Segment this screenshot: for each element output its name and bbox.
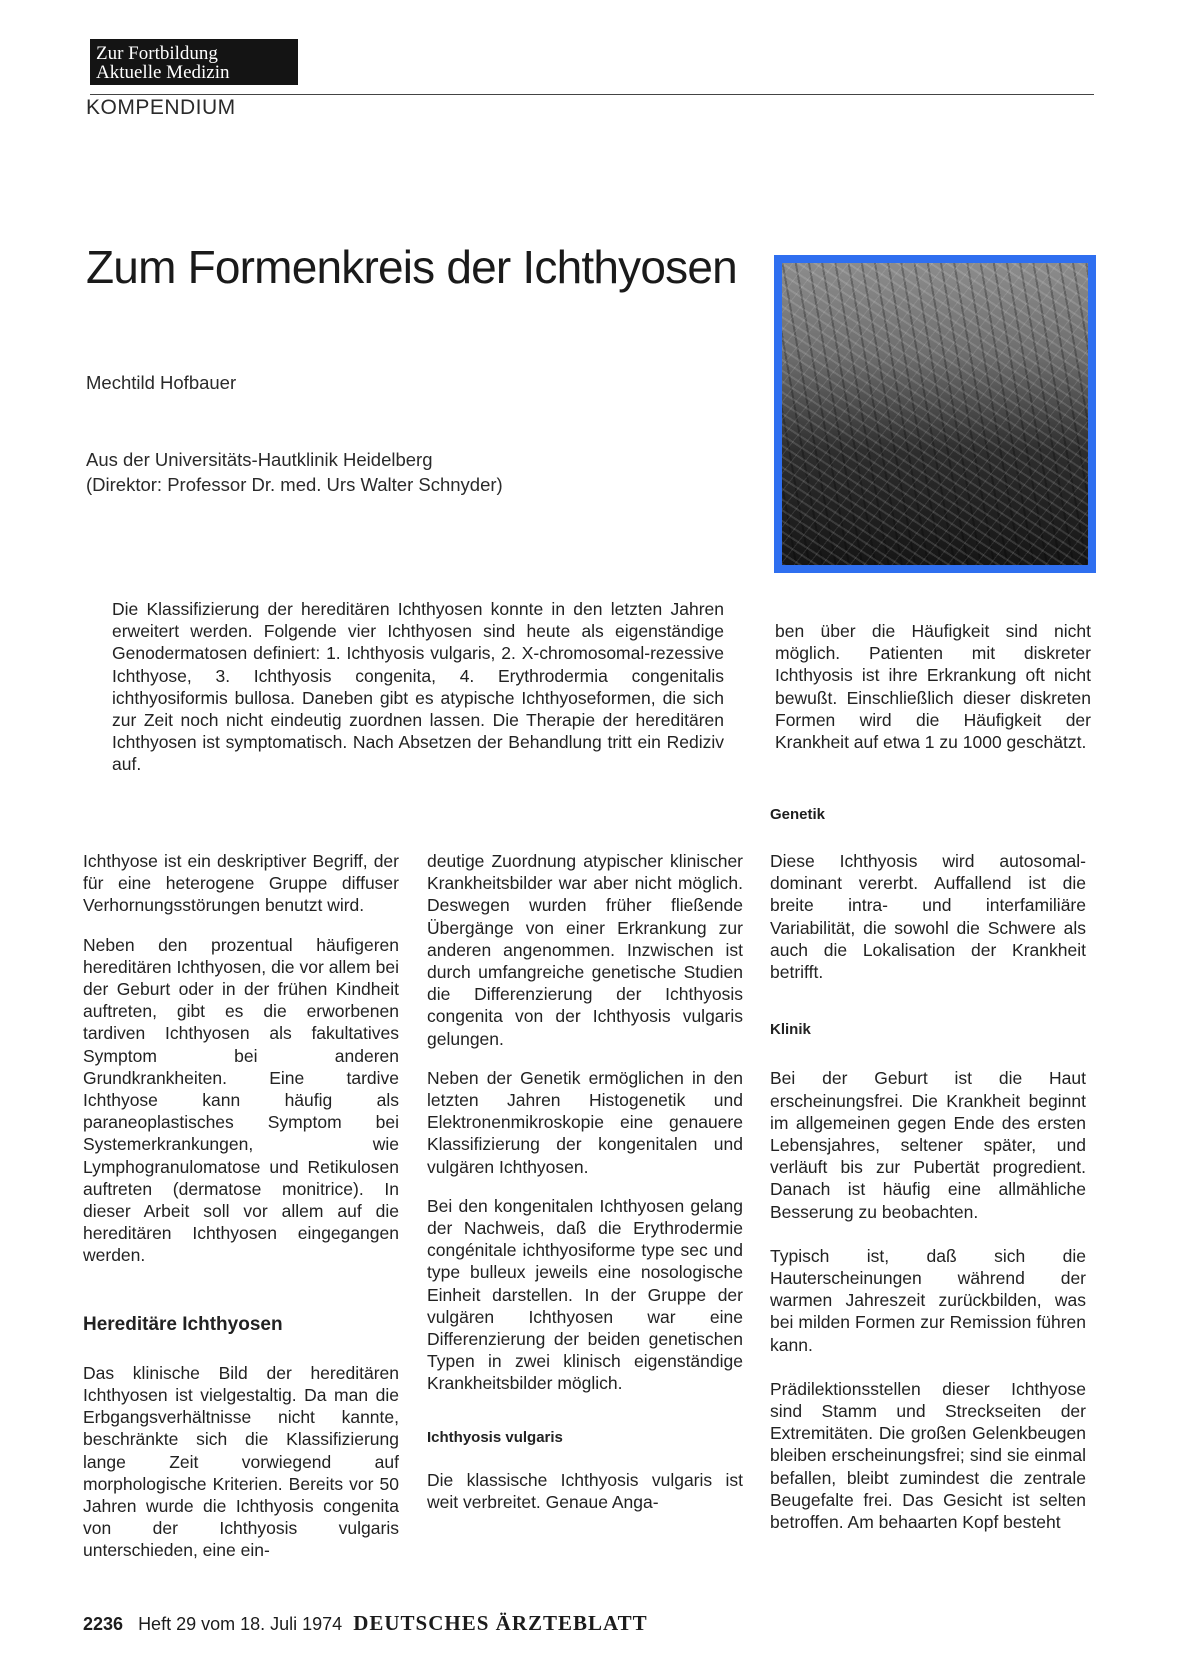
cover-image-frame [774,255,1096,573]
paragraph: Bei der Geburt ist die Haut erscheinungsfrei. Die Krankheit beginnt im allgemeinen gegen Ende des ersten Lebensjahres, seltener später, und verläuft bis zur Pubertät progredient. Danach ist häufig eine allmähliche Besserung zu beobachten. [770,1068,1086,1222]
paragraph: deutige Zuordnung atypischer klinischer Krankheitsbilder war aber nicht möglich. Deswegen wurden früher fließende Übergänge von einer Erkrankung zur anderen angenommen. Inzwischen ist durch umfangreiche genetische Studien die Differenzierung der Ichthyosis congenita von der Ichthyosis vulgaris gelungen. [427,851,743,1049]
column-right [770,850,1086,1550]
issue-info: Heft 29 vom 18. Juli 1974 [138,1614,343,1634]
rubric-line-2: Aktuelle Medizin [96,62,230,83]
rubric-line-1: Zur Fortbildung [96,43,218,64]
paragraph: Diese Ichthyosis wird autosomal-dominant vererbt. Auffallend ist die breite intra- und interfamiliäre Variabilität, die sowohl die Schwere als auch die Lokalisation der Krankheit betrifft. [770,851,1086,983]
section-heading-ichthyosis-vulgaris: Ichthyosis vulgaris [427,1428,563,1446]
abstract-text: Die Klassifizierung der hereditären Ichthyosen konnte in den letzten Jahren erweitert werden. Folgende vier Ichthyosen sind heute als eigenständige Genodermatosen definiert: 1. Ichthyosis vulgaris, 2. X-chromosomal-rezessive Ichthyose, 3. Ichthyosis congenita, 4. Erythrodermia congenitalis ichthyosiformis bullosa. Daneben gibt es atypische Ichthyoseformen, die sich zur Zeit noch nicht eindeutig zuordnen lassen. Die Therapie der hereditären Ichthyosen ist symptomatisch. Nach Absetzen der Behandlung tritt ein Rediziv auf. [112,599,724,775]
section-heading-hereditaere-ichthyosen: Hereditäre Ichthyosen [83,1313,283,1335]
article-title: Zum Formenkreis der Ichthyosen [86,241,737,293]
affiliation-line-2: (Direktor: Professor Dr. med. Urs Walter Schnyder) [86,474,503,495]
article-affiliation [86,447,503,497]
rubric-box [90,39,298,85]
paragraph: Bei den kongenitalen Ichthyosen gelang der Nachweis, daß die Erythrodermie congénitale ichthyosiforme type sec und type bulleux jeweils eine nosologische Einheit darstellen. In der Gruppe der vulgären Ichthyosen war eine Differenzierung der beiden genetischen Typen in zwei klinisch eigenständige Krankheitsbilder möglich. [427,1195,743,1394]
paragraph: Die klassische Ichthyosis vulgaris ist weit verbreitet. Genaue Anga- [427,1469,743,1513]
paragraph: Ichthyose ist ein deskriptiver Begriff, der für eine heterogene Gruppe diffuser Verhornungsstörungen benutzt wird. [83,851,399,916]
paragraph: Neben der Genetik ermöglichen in den letzten Jahren Histogenetik und Elektronenmikroskopie eine genauere Klassifizierung der kongenitalen und vulgären Ichthyosen. [427,1067,743,1177]
header-rule [90,94,1094,95]
affiliation-line-1: Aus der Universitäts-Hautklinik Heidelberg [86,449,433,470]
paragraph: Neben den prozentual häufigeren hereditären Ichthyosen, die vor allem bei der Geburt oder in der frühen Kindheit auftreten, gibt es die erworbenen tardiven Ichthyosen als fakultatives Symptom bei anderen Grundkrankheiten. Eine tardive Ichthyose kann häufig als paraneoplastisches Symptom bei Systemerkrankungen, wie Lymphogranulomatose und Retikulosen auftreten (dermatose monitrice). In dieser Arbeit soll vor allem auf die hereditären Ichthyosen eingegangen werden. [83,934,399,1266]
abstract-continuation: ben über die Häufigkeit sind nicht möglich. Patienten mit diskreter Ichthyosis ist ihre Erkrankung oft nicht bewußt. Einschließlich dieser diskreten Formen wird die Häufigkeit der Krankheit auf etwa 1 zu 1000 geschätzt. [775,621,1091,753]
column-middle [427,850,743,1530]
section-label: KOMPENDIUM [86,96,236,119]
column-left [83,850,399,1579]
section-heading-klinik: Klinik [770,1021,811,1039]
paragraph: Das klinische Bild der hereditären Ichthyosen ist vielgestaltig. Da man die Erbgangsverhältnisse nicht kannte, beschränkte sich die Klassifizierung lange Zeit vorwiegend auf morphologische Kriterien. Bereits vor 50 Jahren wurde die Ichthyosis congenita von der Ichthyosis vulgaris unterschieden, eine ein- [83,1362,399,1561]
skin-texture-photo [782,263,1088,565]
section-heading-genetik: Genetik [770,806,826,823]
article-author: Mechtild Hofbauer [86,372,237,393]
paragraph: Prädilektionsstellen dieser Ichthyose sind Stamm und Streckseiten der Extremitäten. Die großen Gelenkbeugen bleiben erscheinungsfrei; sind sie einmal befallen, bleibt zumindest die zentrale Beugefalte frei. Das Gesicht ist selten betroffen. Am behaarten Kopf besteht [770,1378,1086,1533]
page-footer [83,1611,648,1636]
journal-name: DEUTSCHES ÄRZTEBLATT [353,1611,648,1635]
paragraph: Typisch ist, daß sich die Hauterscheinungen während der warmen Jahreszeit zurückbilden, was bei milden Formen zur Remission führen kann. [770,1245,1086,1355]
page-number: 2236 [83,1614,124,1634]
